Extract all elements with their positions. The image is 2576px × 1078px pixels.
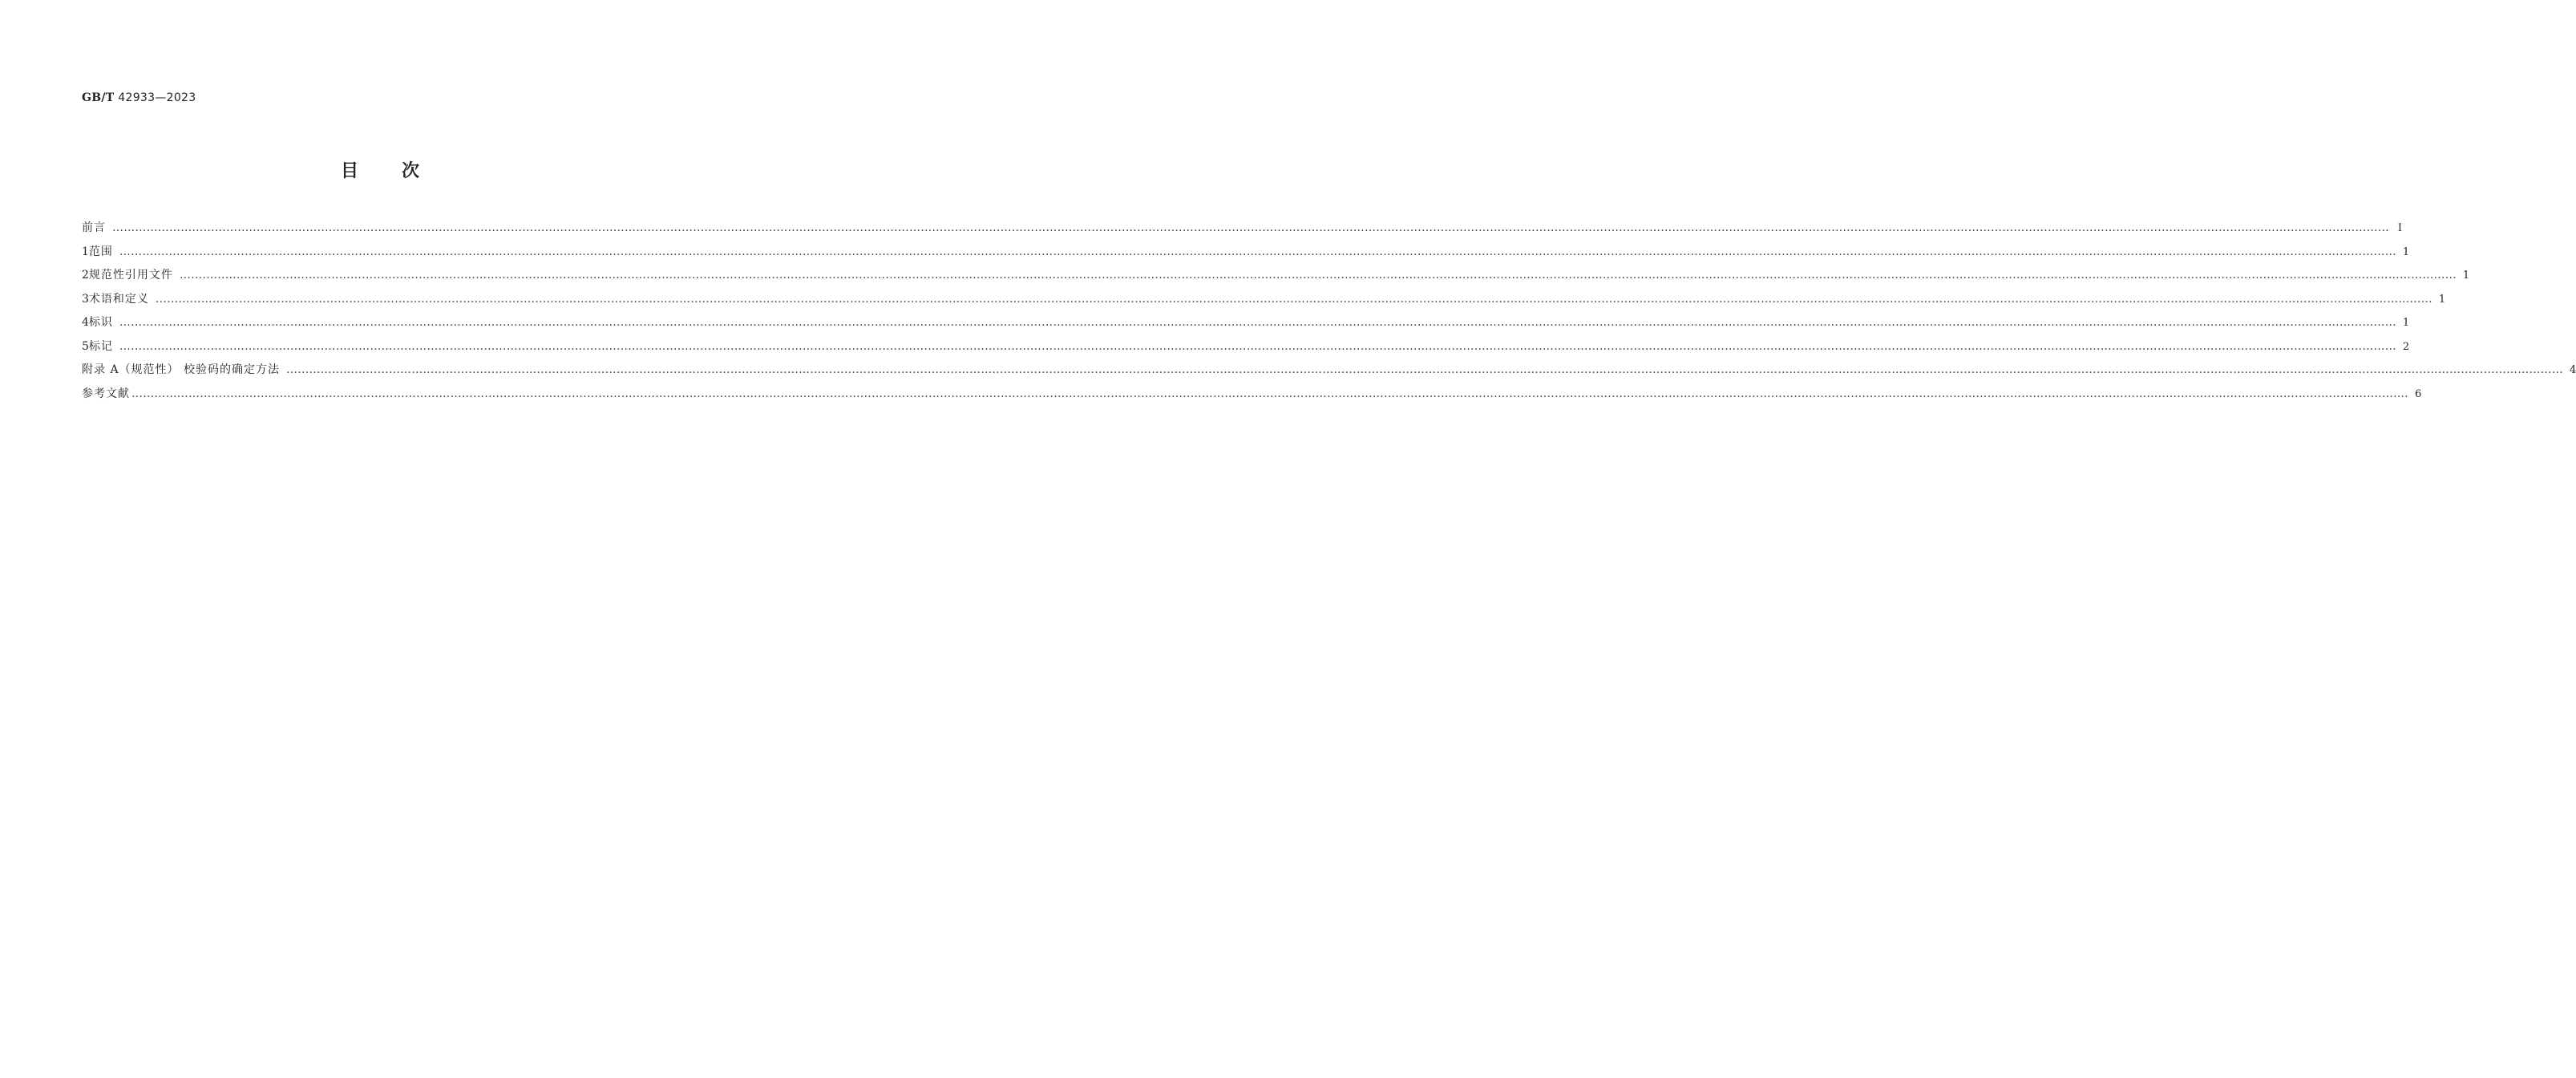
standard-code-number: 42933—2023: [118, 91, 196, 104]
toc-entry-page: 1: [2462, 270, 2470, 282]
toc-entry-page: 4: [2570, 364, 2576, 376]
toc-entry-page: 1: [2402, 317, 2410, 329]
toc-entry-number: 5: [82, 339, 89, 353]
toc-entry-label: 范围: [88, 245, 113, 258]
toc-entry-label: 规范性引用文件: [88, 269, 173, 282]
toc-entry-label: 参考文献: [82, 387, 130, 400]
toc-entry-page: 2: [2402, 340, 2410, 353]
toc-entry-page: 1: [2402, 245, 2410, 258]
toc-leader-dots: ……………………………………………………………………………………………………………………………………………………………………………………………………………………………………………………………………………………………………………………………………………………………………………………………………………………………………………………………………………………………………………………………………………………: [286, 363, 2564, 376]
toc-leader-dots: ……………………………………………………………………………………………………………………………………………………………………………………………………………………………………………………………………………………………………………………………………………………………………………………………………………………………………………………………………………………………………………………………………………………: [119, 339, 2396, 353]
toc-leader-dots: ……………………………………………………………………………………………………………………………………………………………………………………………………………………………………………………………………………………………………………………………………………………………………………………………………………………………………………………………………………………………………………………………………………………: [112, 221, 2389, 234]
toc-entry-foreword[interactable]: [82, 217, 2402, 241]
toc-entry-page: 6: [2415, 387, 2422, 400]
standard-code-prefix: GB/T: [82, 91, 115, 104]
toc-entry-bibliography[interactable]: [82, 383, 2422, 407]
toc-entry-number: 4: [82, 316, 89, 329]
table-of-contents: [82, 217, 2576, 406]
toc-entry-label: 附录 A（规范性） 校验码的确定方法: [82, 363, 281, 376]
page-title-char-2: 次: [402, 161, 422, 181]
toc-entry-label: 术语和定义: [88, 292, 149, 306]
toc-leader-dots: ……………………………………………………………………………………………………………………………………………………………………………………………………………………………………………………………………………………………………………………………………………………………………………………………………………………………………………………………………………………………………………………………………………………: [119, 245, 2396, 258]
toc-entry-label: 前言: [82, 221, 106, 234]
toc-entry-identification[interactable]: [82, 311, 2410, 335]
page-title-char-1: 目: [340, 161, 360, 181]
toc-entry-number: 2: [82, 269, 89, 282]
toc-entry-scope[interactable]: [82, 241, 2410, 265]
toc-entry-page: Ⅰ: [2397, 222, 2402, 234]
toc-leader-dots: ……………………………………………………………………………………………………………………………………………………………………………………………………………………………………………………………………………………………………………………………………………………………………………………………………………………………………………………………………………………………………………………………………………………: [131, 387, 2408, 400]
toc-entry-number: 1: [82, 245, 89, 258]
toc-entry-terms-definitions[interactable]: [82, 288, 2446, 312]
document-header: [82, 91, 196, 104]
toc-entry-number: 3: [82, 292, 89, 306]
toc-entry-page: 1: [2438, 293, 2446, 306]
toc-entry-normative-references[interactable]: [82, 264, 2470, 288]
toc-entry-marking[interactable]: [82, 335, 2410, 359]
toc-leader-dots: ……………………………………………………………………………………………………………………………………………………………………………………………………………………………………………………………………………………………………………………………………………………………………………………………………………………………………………………………………………………………………………………………………………………: [119, 316, 2396, 329]
toc-leader-dots: ……………………………………………………………………………………………………………………………………………………………………………………………………………………………………………………………………………………………………………………………………………………………………………………………………………………………………………………………………………………………………………………………………………………: [179, 269, 2457, 282]
page-title: [0, 157, 762, 182]
toc-entry-label: 标识: [88, 316, 113, 329]
toc-entry-annex-a[interactable]: [82, 359, 2576, 383]
toc-entry-label: 标记: [88, 339, 113, 353]
toc-leader-dots: ……………………………………………………………………………………………………………………………………………………………………………………………………………………………………………………………………………………………………………………………………………………………………………………………………………………………………………………………………………………………………………………………………………………: [155, 292, 2432, 306]
